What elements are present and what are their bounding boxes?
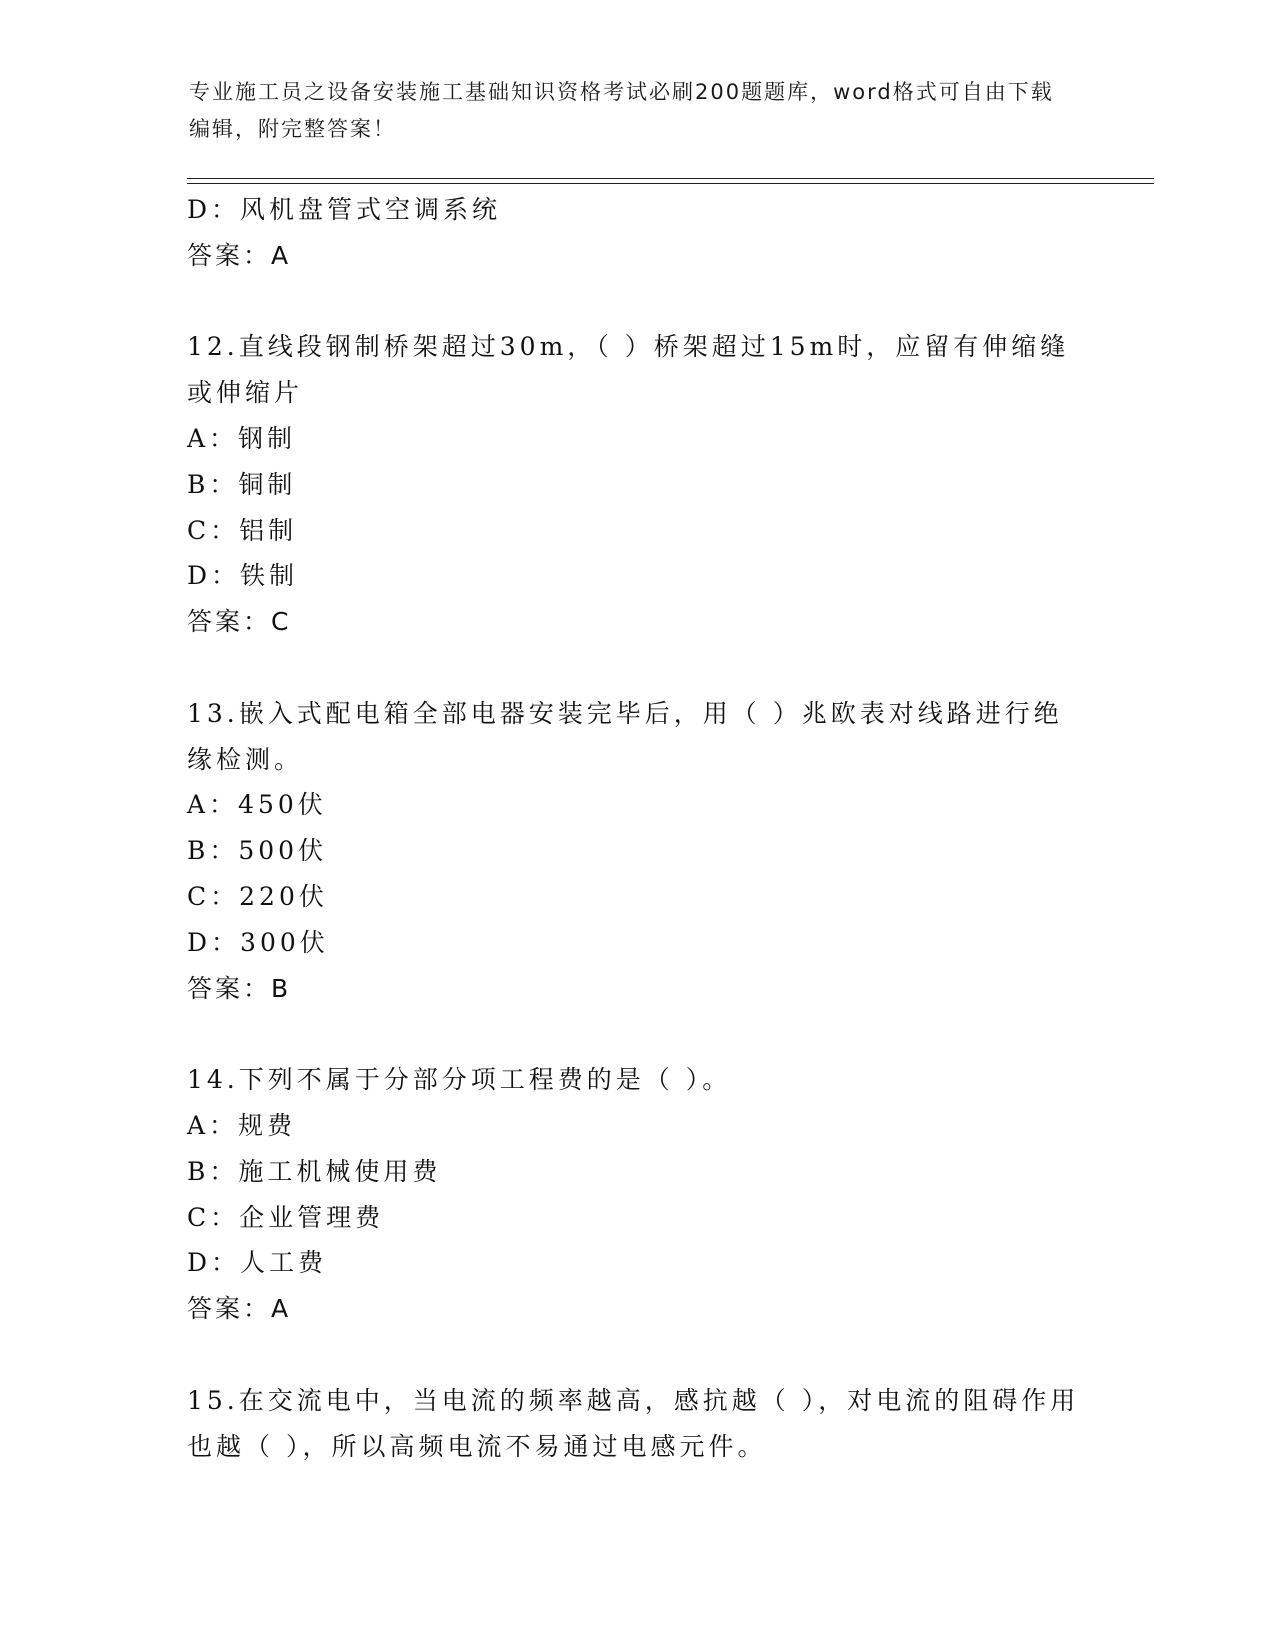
option-a: A：规费 [187, 1110, 297, 1140]
spacer [187, 1011, 1087, 1057]
option-b: B：施工机械使用费 [187, 1156, 442, 1186]
question-stem: 12.直线段钢制桥架超过30m，（ ）桥架超过15m时，应留有伸缩缝或伸缩片 [187, 332, 1070, 408]
answer-line: 答案：C [187, 607, 292, 637]
option-d: D：铁制 [187, 561, 299, 591]
option-c: C：220伏 [187, 881, 328, 911]
spacer [187, 279, 1087, 325]
question-block-15 [187, 1378, 1087, 1470]
document-body [187, 187, 1087, 1469]
option-d: D：300伏 [187, 927, 329, 957]
page-header: 专业施工员之设备安装施工基础知识资格考试必刷200题题库，word格式可自由下载编辑，附完整答案！ [189, 80, 1054, 141]
option-a: A：钢制 [187, 423, 297, 453]
answer-line: 答案：B [187, 973, 292, 1003]
header-rule-bottom [187, 183, 1154, 184]
question-block-14 [187, 1057, 1087, 1332]
question-stem: 13.嵌入式配电箱全部电器安装完毕后，用（ ）兆欧表对线路进行绝缘检测。 [187, 698, 1063, 774]
question-block-12 [187, 324, 1087, 645]
option-a: A：450伏 [187, 790, 327, 820]
spacer [187, 1332, 1087, 1378]
option-b: B：铜制 [187, 469, 297, 499]
spacer [187, 645, 1087, 691]
question-block-13 [187, 691, 1087, 1012]
answer-line: 答案：A [187, 1294, 292, 1324]
option-d: D：风机盘管式空调系统 [187, 195, 502, 224]
question-stem: 15.在交流电中，当电流的频率越高，感抗越（ ），对电流的阻碍作用也越（ ），所以高频电流不易通过电感元件。 [187, 1385, 1080, 1461]
option-c: C：铝制 [187, 515, 298, 545]
option-c: C：企业管理费 [187, 1202, 385, 1232]
answer-line: 答案：A [187, 240, 292, 270]
option-b: B：500伏 [187, 836, 328, 866]
header-rule-top [187, 178, 1154, 179]
option-d: D：人工费 [187, 1248, 328, 1278]
question-stem: 14.下列不属于分部分项工程费的是（ ）。 [187, 1065, 732, 1095]
